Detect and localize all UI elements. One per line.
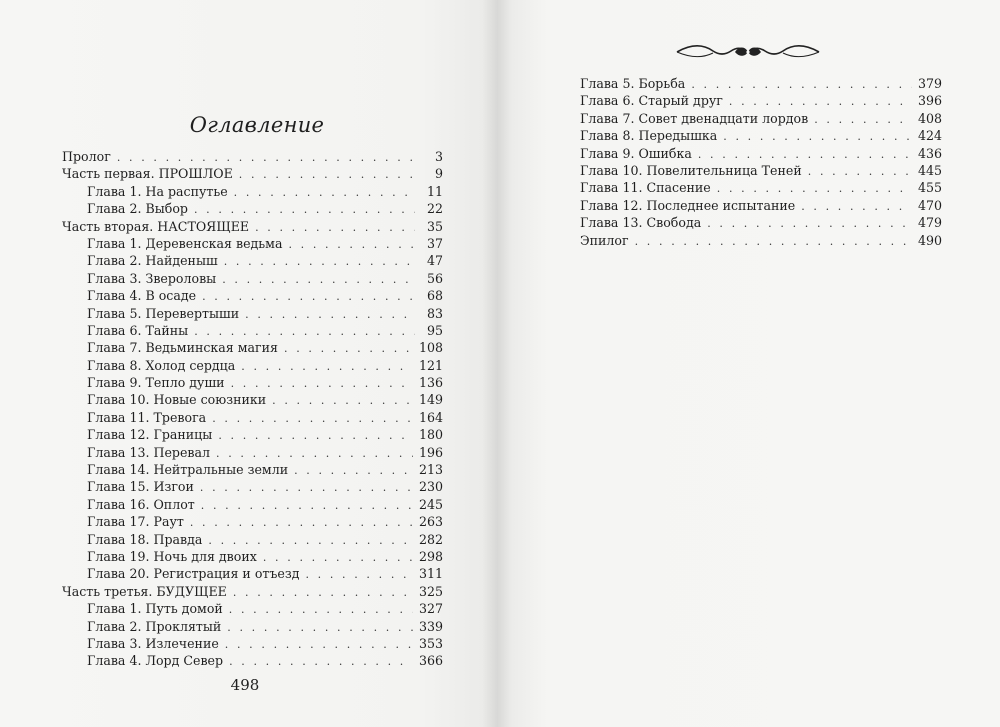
toc-entry-label: Эпилог xyxy=(580,232,629,248)
toc-entry xyxy=(62,148,443,165)
dot-leader xyxy=(801,198,912,215)
dot-leader xyxy=(224,253,415,270)
toc-entry-label: Глава 14. Нейтральные земли xyxy=(87,462,289,478)
toc-entry-page: 479 xyxy=(917,215,942,231)
dot-leader xyxy=(707,215,912,232)
book-gutter xyxy=(482,0,512,727)
toc-entry xyxy=(62,618,443,635)
dot-leader xyxy=(117,149,415,166)
toc-entry-page: 325 xyxy=(418,583,443,599)
dot-leader xyxy=(231,375,413,392)
toc-entry-label: Глава 10. Повелительница Теней xyxy=(580,162,802,178)
toc-entry-page: 230 xyxy=(418,479,443,495)
dot-leader xyxy=(263,549,413,566)
toc-entry-label: Глава 11. Тревога xyxy=(87,409,207,425)
toc-list-left xyxy=(62,148,443,670)
dot-leader xyxy=(294,462,413,479)
toc-entry-page: 396 xyxy=(917,93,942,109)
toc-entry xyxy=(62,374,443,391)
toc-entry-page: 11 xyxy=(426,183,443,199)
toc-entry-label: Глава 5. Перевертыши xyxy=(87,305,240,321)
toc-entry-page: 164 xyxy=(418,409,443,425)
toc-entry xyxy=(62,531,443,548)
toc-entry-page: 366 xyxy=(418,653,443,669)
toc-entry xyxy=(62,600,443,617)
toc-entry xyxy=(580,179,942,196)
toc-entry-label: Глава 20. Регистрация и отъезд xyxy=(87,566,300,582)
toc-entry-label: Глава 19. Ночь для двоих xyxy=(87,548,257,564)
toc-entry-page: 379 xyxy=(917,76,942,91)
dot-leader xyxy=(729,93,912,110)
toc-entry-page: 108 xyxy=(418,340,443,356)
dot-leader xyxy=(284,340,413,357)
toc-entry-label: Глава 2. Найденыш xyxy=(87,253,218,269)
toc-entry-label: Глава 7. Совет двенадцати лордов xyxy=(580,110,809,126)
dot-leader xyxy=(225,636,413,653)
toc-entry-label: Глава 2. Проклятый xyxy=(87,618,222,634)
toc-entry-label: Глава 10. Новые союзники xyxy=(87,392,267,408)
toc-entry-label: Глава 1. Деревенская ведьма xyxy=(87,235,283,251)
toc-entry-label: Глава 11. Спасение xyxy=(580,180,711,196)
toc-entry xyxy=(62,200,443,217)
toc-entry xyxy=(62,235,443,252)
dot-leader xyxy=(200,479,413,496)
toc-entry-page: 408 xyxy=(917,110,942,126)
dot-leader xyxy=(218,427,413,444)
dot-leader xyxy=(229,601,413,618)
toc-entry xyxy=(62,183,443,200)
dot-leader xyxy=(190,514,413,531)
toc-entry-label: Глава 4. Лорд Север xyxy=(87,653,224,669)
dot-leader xyxy=(208,532,413,549)
dot-leader xyxy=(698,146,912,163)
toc-entry xyxy=(62,391,443,408)
toc-entry-page: 490 xyxy=(917,232,942,248)
toc-entry-label: Глава 6. Старый друг xyxy=(580,93,723,109)
toc-entry-page: 327 xyxy=(418,601,443,617)
toc-entry-label: Глава 17. Раут xyxy=(87,514,184,530)
dot-leader xyxy=(227,619,413,636)
toc-entry-label: Глава 4. В осаде xyxy=(87,288,197,304)
toc-entry-page: 263 xyxy=(418,514,443,530)
toc-entry xyxy=(62,652,443,669)
toc-list-right xyxy=(580,75,942,249)
toc-entry xyxy=(62,513,443,530)
toc-entry-label: Глава 3. Звероловы xyxy=(87,270,217,286)
toc-entry xyxy=(580,75,942,92)
toc-entry-label: Глава 12. Последнее испытание xyxy=(580,197,796,213)
toc-entry-page: 311 xyxy=(418,566,443,582)
toc-entry-page: 424 xyxy=(917,128,942,144)
toc-entry-label: Глава 13. Перевал xyxy=(87,444,211,460)
toc-entry-label: Глава 8. Передышка xyxy=(580,128,718,144)
toc-entry-page: 56 xyxy=(426,270,443,286)
toc-entry xyxy=(62,478,443,495)
toc-entry-label: Глава 8. Холод сердца xyxy=(87,357,236,373)
dot-leader xyxy=(717,180,912,197)
toc-entry xyxy=(580,214,942,231)
toc-entry xyxy=(62,270,443,287)
toc-entry-page: 455 xyxy=(917,180,942,196)
toc-entry-page: 68 xyxy=(426,288,443,304)
dot-leader xyxy=(808,163,912,180)
dot-leader xyxy=(241,358,413,375)
toc-entry xyxy=(62,339,443,356)
toc-entry xyxy=(62,287,443,304)
toc-entry-page: 180 xyxy=(418,427,443,443)
toc-entry-page: 47 xyxy=(426,253,443,269)
toc-entry-label: Глава 3. Излечение xyxy=(87,635,219,651)
toc-entry-label: Глава 9. Ошибка xyxy=(580,145,692,161)
toc-entry-page: 339 xyxy=(418,618,443,634)
toc-entry xyxy=(580,197,942,214)
toc-entry-label: Глава 1. На распутье xyxy=(87,183,228,199)
dot-leader xyxy=(723,128,912,145)
toc-entry xyxy=(62,565,443,582)
dot-leader xyxy=(305,566,412,583)
dot-leader xyxy=(194,201,415,218)
toc-title: Оглавление xyxy=(189,113,325,137)
toc-entry-label: Глава 9. Тепло души xyxy=(87,375,225,391)
toc-entry-label: Глава 6. Тайны xyxy=(87,322,189,338)
toc-entry xyxy=(62,426,443,443)
dot-leader xyxy=(288,236,415,253)
toc-entry-label: Глава 13. Свобода xyxy=(580,215,702,231)
toc-entry-label: Часть первая. ПРОШЛОЕ xyxy=(62,166,233,182)
toc-entry-label: Часть третья. БУДУЩЕЕ xyxy=(62,583,227,599)
toc-entry xyxy=(62,496,443,513)
toc-entry xyxy=(62,252,443,269)
toc-entry-label: Глава 5. Борьба xyxy=(580,76,686,91)
toc-entry-page: 9 xyxy=(434,166,443,182)
toc-entry-page: 83 xyxy=(426,305,443,321)
toc-entry-page: 95 xyxy=(426,322,443,338)
toc-entry-label: Глава 18. Правда xyxy=(87,531,203,547)
toc-entry-page: 196 xyxy=(418,444,443,460)
dot-leader xyxy=(814,111,912,128)
toc-entry-label: Глава 12. Границы xyxy=(87,427,213,443)
toc-entry-label: Пролог xyxy=(62,149,111,164)
dot-leader xyxy=(212,410,413,427)
dot-leader xyxy=(255,219,415,236)
toc-entry xyxy=(580,145,942,162)
toc-entry xyxy=(62,583,443,600)
toc-entry xyxy=(62,461,443,478)
dot-leader xyxy=(233,584,413,601)
dot-leader xyxy=(234,184,415,201)
dot-leader xyxy=(691,76,912,93)
toc-entry xyxy=(62,548,443,565)
toc-entry-page: 436 xyxy=(917,145,942,161)
dot-leader xyxy=(216,445,413,462)
dot-leader xyxy=(222,271,415,288)
toc-entry-page: 121 xyxy=(418,357,443,373)
toc-entry-page: 35 xyxy=(426,218,443,234)
toc-entry-page: 282 xyxy=(418,531,443,547)
page-number: 498 xyxy=(230,676,260,694)
toc-entry-label: Глава 15. Изгои xyxy=(87,479,194,495)
toc-entry-page: 445 xyxy=(917,162,942,178)
toc-entry-label: Глава 1. Путь домой xyxy=(87,601,223,617)
toc-entry xyxy=(62,322,443,339)
dot-leader xyxy=(194,323,415,340)
toc-entry-page: 149 xyxy=(418,392,443,408)
toc-entry-label: Глава 16. Оплот xyxy=(87,496,195,512)
toc-entry xyxy=(62,635,443,652)
toc-entry-page: 245 xyxy=(418,496,443,512)
toc-entry xyxy=(580,162,942,179)
toc-entry-page: 213 xyxy=(418,462,443,478)
toc-entry xyxy=(580,232,942,249)
dot-leader xyxy=(202,288,415,305)
toc-entry-page: 22 xyxy=(426,201,443,217)
toc-entry xyxy=(580,110,942,127)
toc-entry-page: 353 xyxy=(418,635,443,651)
toc-entry xyxy=(580,127,942,144)
dot-leader xyxy=(201,497,413,514)
toc-entry xyxy=(580,92,942,109)
dot-leader xyxy=(635,233,912,250)
toc-entry xyxy=(62,409,443,426)
toc-entry xyxy=(62,218,443,235)
flourish-ornament-icon xyxy=(673,40,823,64)
toc-entry-label: Глава 2. Выбор xyxy=(87,201,188,217)
toc-entry xyxy=(62,305,443,322)
toc-entry xyxy=(62,165,443,182)
dot-leader xyxy=(239,166,415,183)
dot-leader xyxy=(272,392,413,409)
toc-entry-page: 470 xyxy=(917,197,942,213)
toc-entry-page: 37 xyxy=(426,235,443,251)
toc-entry-page: 298 xyxy=(418,548,443,564)
toc-entry xyxy=(62,444,443,461)
toc-entry-page: 136 xyxy=(418,375,443,391)
dot-leader xyxy=(229,653,413,670)
dot-leader xyxy=(245,306,415,323)
toc-entry xyxy=(62,357,443,374)
toc-entry-label: Глава 7. Ведьминская магия xyxy=(87,340,278,356)
toc-entry-page: 3 xyxy=(434,149,443,164)
toc-entry-label: Часть вторая. НАСТОЯЩЕЕ xyxy=(62,218,250,234)
